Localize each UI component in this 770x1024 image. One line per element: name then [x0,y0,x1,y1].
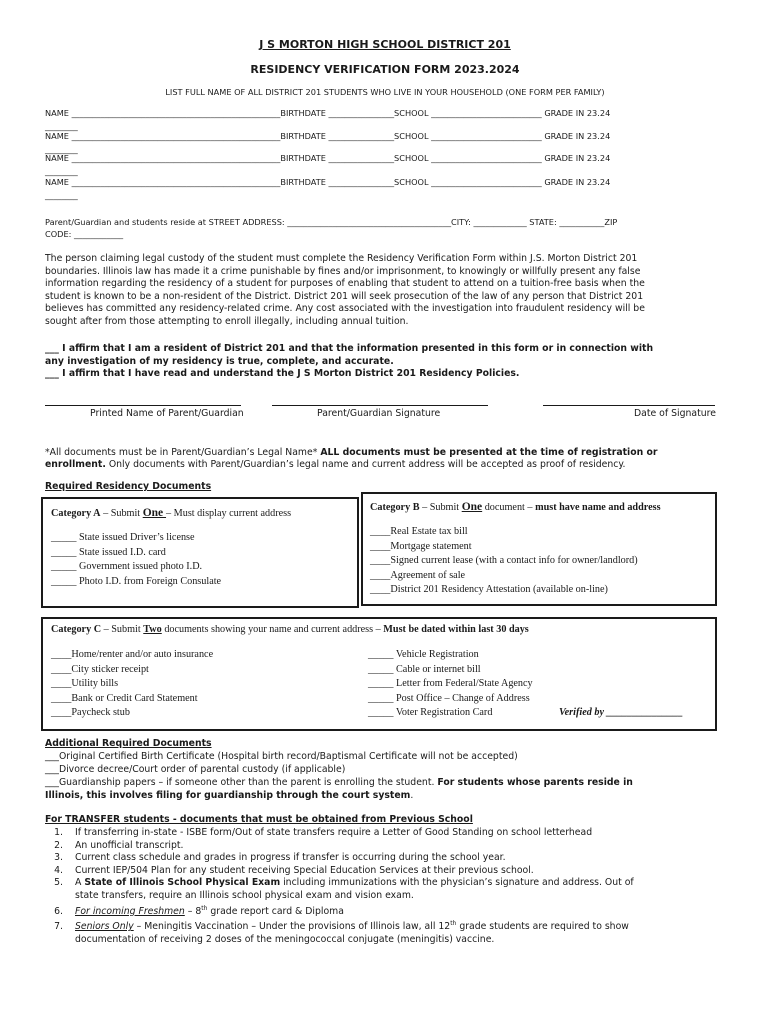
category-c-title-text: documents showing your name and current address – [161,624,384,635]
date-line[interactable] [543,405,715,406]
category-a-title-text: – Submit [100,508,143,519]
signature-line[interactable] [272,405,488,406]
item-text: grade students are required to show [456,921,629,933]
name-field[interactable]: NAME ___________________________________________________ [45,131,281,141]
category-c-item[interactable]: _____ Cable or internet bill [368,663,481,675]
category-c-right-list [368,648,533,721]
school-field[interactable]: SCHOOL ___________________________ [394,153,542,163]
item-number: 3. [54,852,63,864]
grade-label: GRADE IN 23.24 [544,177,611,187]
category-c-item[interactable]: _____ Vehicle Registration [368,649,479,660]
student-row [45,153,610,163]
item-number: 2. [54,839,63,851]
category-a-item[interactable]: _____ Photo I.D. from Foreign Consulate [51,575,222,587]
item-text: state transfers, require an Illinois school physical exam and vision exam. [75,889,414,901]
guardianship-text: ___Guardianship papers – if someone other than the parent is enrolling the student. [45,777,438,788]
grade-label: GRADE IN 23.24 [544,108,611,118]
transfer-heading: For TRANSFER students - documents that must be obtained from Previous School [45,814,473,825]
student-row [45,108,610,118]
documents-note-text: *All documents must be in Parent/Guardian’s Legal Name* [45,447,321,458]
category-b-item[interactable]: ____Agreement of sale [370,569,466,581]
birthdate-field[interactable]: BIRTHDATE ________________ [280,177,395,187]
category-b-item[interactable]: ____Signed current lease (with a contact info for owner/landlord) [370,555,638,567]
birthdate-field[interactable]: BIRTHDATE ________________ [280,108,395,118]
grade-field[interactable]: ________ [45,166,78,176]
item-number: 4. [54,864,63,876]
category-a-title [51,507,291,519]
documents-note-line2 [45,459,626,472]
category-c-item[interactable]: ____Utility bills [51,678,119,690]
date-label: Date of Signature [634,408,716,419]
transfer-item-cont [45,934,634,947]
item-number: 5. [54,877,63,889]
category-c-item[interactable]: ____Bank or Credit Card Statement [51,692,198,704]
category-b-item[interactable]: ____Real Estate tax bill [370,526,468,537]
grade-field[interactable]: ________ [45,190,78,200]
category-a-item[interactable]: _____ State issued I.D. card [51,546,166,558]
item-number: 6. [54,905,63,917]
item-text: including immunizations with the physician’s signature and address. Out of [280,877,634,889]
category-c-item[interactable]: _____ Letter from Federal/State Agency [368,678,533,690]
category-a-item[interactable]: _____ Government issued photo I.D. [51,561,203,573]
grade-label: GRADE IN 23.24 [544,131,611,141]
category-b-title-text: document – [482,502,536,513]
category-c-item[interactable]: ____City sticker receipt [51,663,149,675]
transfer-item [45,877,634,890]
category-a-label: Category A [51,508,101,519]
category-c-title [51,624,529,635]
item-text: – 8 [184,905,202,917]
address-line[interactable]: Parent/Guardian and students reside at STREET ADDRESS: ________________________________________CITY: _____________ STATE: ___________ZIP [45,217,618,227]
name-field[interactable]: NAME ___________________________________________________ [45,177,281,187]
notice-line: boundaries. Illinois law has made it a crime punishable by fines and/or imprisonment, to knowingly or willfully present any false [45,265,641,277]
student-row [45,131,610,141]
documents-note-bold: enrollment. [45,459,106,470]
birth-certificate-item[interactable]: ___Original Certified Birth Certificate (Hospital birth record/Baptismal Certificate will not be accepted) [45,751,518,762]
grade-label: GRADE IN 23.24 [544,153,611,163]
guardianship-item-cont [45,790,413,803]
item-text: If transferring in-state - ISBE form/Out of state transfers require a Letter of Good Standing on school letterhead [75,827,593,838]
grade-field[interactable]: ________ [45,144,78,154]
category-b-count: One [461,501,483,513]
category-c-item[interactable]: ____Home/renter and/or auto insurance [51,649,214,660]
transfer-item [45,918,634,934]
category-b-item[interactable]: ____Mortgage statement [370,540,472,552]
signature-label: Parent/Guardian Signature [317,408,441,419]
affirm-residency-cont: any investigation of my residency is true, complete, and accurate. [45,355,394,367]
category-b-title [370,501,661,513]
item-number: 1. [54,827,63,838]
category-c-left-list [51,648,213,721]
category-b-item[interactable]: ____District 201 Residency Attestation (available on-line) [370,584,608,596]
documents-note [45,447,657,460]
category-c-label: Category C [51,624,102,635]
item-number: 7. [54,921,63,933]
category-a-item[interactable]: _____ State issued Driver’s license [51,532,195,543]
seniors-label: Seniors Only [75,921,134,933]
birthdate-field[interactable]: BIRTHDATE ________________ [280,153,395,163]
transfer-list [45,827,634,947]
guardianship-text: . [410,790,414,801]
category-c-count: Two [143,624,162,635]
grade-field[interactable]: ________ [45,121,78,131]
freshmen-label: For incoming Freshmen [75,905,185,917]
category-c-requirement: Must be dated within last 30 days [383,624,529,635]
transfer-item [45,840,634,853]
documents-note-bold: ALL documents must be presented at the time of registration or [320,447,658,458]
guardianship-bold: Illinois, this involves filing for guardianship through the court system [45,790,411,801]
category-a-count: One [142,507,167,519]
student-row [45,177,610,187]
transfer-item-cont [45,890,634,903]
item-text: A [75,877,85,889]
item-text: grade report card & Diploma [207,905,344,917]
item-text: – Meningitis Vaccination – Under the provisions of Illinois law, all 12 [133,921,451,933]
item-text: An unofficial transcript. [75,839,184,851]
notice-line: student is known to be a non-resident of the District. District 201 will seek prosecution of the law of any person that District 201 [45,290,644,302]
affirm-residency[interactable]: ___ I affirm that I am a resident of District 201 and that the information presented in this form or in connection with [45,343,654,354]
form-instruction: LIST FULL NAME OF ALL DISTRICT 201 STUDENTS WHO LIVE IN YOUR HOUSEHOLD (ONE FORM PER FAMILY) [165,87,605,97]
affirmations [45,343,653,381]
verified-by-field[interactable]: Verified by _______________ [559,707,683,718]
guardianship-bold: For students whose parents reside in [437,777,633,788]
printed-name-line[interactable] [45,405,241,406]
documents-note-text: Only documents with Parent/Guardian’s legal name and current address will be accepted as proof of residency. [105,459,626,470]
notice-line: believes has committed any residency-related crime. Any cost associated with the investigation into fraudulent residency will be [45,303,645,315]
name-field[interactable]: NAME ___________________________________________________ [45,153,281,163]
transfer-item [45,852,634,865]
school-field[interactable]: SCHOOL ___________________________ [394,131,542,141]
school-field[interactable]: SCHOOL ___________________________ [394,108,542,118]
legal-notice [45,253,645,329]
category-b-requirement: must have name and address [535,502,661,513]
transfer-item [45,827,634,840]
transfer-item [45,865,634,878]
printed-name-label: Printed Name of Parent/Guardian [90,408,244,419]
additional-documents-heading: Additional Required Documents [45,738,212,749]
notice-line: sought after from those attempting to enroll illegally, including annual tuition. [45,315,409,327]
category-a-list [51,531,221,589]
name-field[interactable]: NAME ___________________________________________________ [45,108,281,118]
category-b-list [370,525,638,598]
category-c-item[interactable]: _____ Post Office – Change of Address [368,692,530,704]
required-documents-heading: Required Residency Documents [45,481,212,492]
school-field[interactable]: SCHOOL ___________________________ [394,177,542,187]
category-b-label: Category B [370,502,420,513]
form-title: RESIDENCY VERIFICATION FORM 2023.2024 [250,63,520,76]
item-text: Current class schedule and grades in progress if transfer is occurring during the school year. [75,852,506,864]
category-b-title-text: – Submit [419,502,462,513]
affirm-policies[interactable]: ___ I affirm that I have read and understand the J S Morton District 201 Residency Policies. [45,368,520,380]
divorce-decree-item[interactable]: ___Divorce decree/Court order of parental custody (if applicable) [45,764,346,775]
item-text: documentation of receiving 2 doses of the meningococcal conjugate (meningitis) vaccine. [75,933,495,945]
category-c-item[interactable]: ____Paycheck stub [51,707,130,719]
notice-line: information regarding the residency of a student for purposes of enabling that student to attend on a tuition-free basis when the [45,278,645,290]
guardianship-item[interactable] [45,777,633,790]
superscript: th [201,904,208,912]
category-c-title-text: – Submit [101,624,144,635]
notice-line: The person claiming legal custody of the student must complete the Residency Verification Form within J.S. Morton District 201 [45,253,638,264]
zip-code-line[interactable]: CODE: ____________ [45,229,124,239]
transfer-item [45,903,634,919]
category-a-title-text: – Must display current address [166,508,292,519]
district-title: J S MORTON HIGH SCHOOL DISTRICT 201 [259,38,511,51]
physical-exam-bold: State of Illinois School Physical Exam [84,877,281,889]
superscript: th [450,920,457,928]
category-c-item[interactable]: _____ Voter Registration Card [368,707,493,719]
birthdate-field[interactable]: BIRTHDATE ________________ [280,131,395,141]
item-text: Current IEP/504 Plan for any student receiving Special Education Services at their previous school. [75,864,534,876]
